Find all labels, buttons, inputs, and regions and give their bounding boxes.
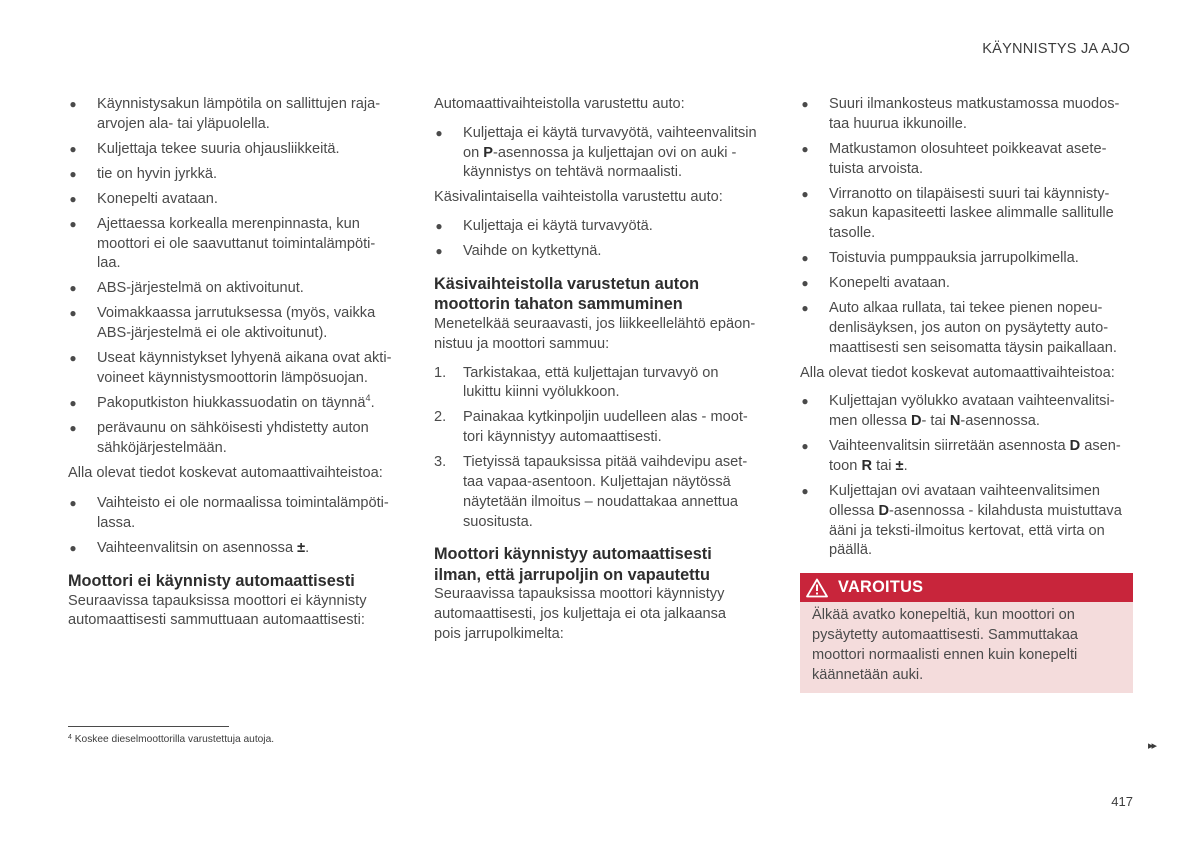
- list-item-text: Virranotto on tilapäisesti suuri tai käynnisty- sakun kapasiteetti laskee alimmalle sallitulle tasolle.: [829, 185, 1114, 242]
- bullet-icon: ●: [801, 276, 809, 291]
- list-item: [800, 95, 1133, 135]
- list-item-text: Kuljettajan ovi avataan vaihteenvalitsimen ollessa D-asennossa - kilahdusta muistuttava ääni ja teksti-ilmoitus kertovat, että virta on päällä.: [829, 483, 1122, 559]
- bullet-icon: ●: [69, 166, 77, 181]
- step-number: 1.: [434, 364, 447, 381]
- paragraph: Menetelkää seuraavasti, jos liikkeellelähtö epäon- nistuu ja moottori sammuu:: [434, 315, 756, 352]
- list-item: [68, 279, 408, 299]
- bullet-icon: ●: [69, 216, 77, 231]
- list-item-text: Vaihteenvalitsin siirretään asennosta D asen- toon R tai ±.: [829, 438, 1121, 475]
- bullet-list: [68, 494, 408, 559]
- list-item: [800, 274, 1133, 294]
- list-item: [68, 304, 408, 344]
- double-arrow-right-icon[interactable]: ▸▸: [1148, 740, 1156, 752]
- list-item-text: Kuljettaja ei käytä turvavyötä.: [463, 218, 653, 235]
- list-item-text: Kuljettaja ei käytä turvavyötä, vaihteenvalitsin on P-asennossa ja kuljettajan ovi on auki - käynnistys on tehtävä normaalisti.: [463, 124, 757, 181]
- bullet-icon: ●: [801, 439, 809, 454]
- list-item: [434, 124, 774, 183]
- bullet-list: [800, 95, 1133, 359]
- numbered-list: [434, 364, 774, 533]
- list-item-text: Vaihteisto ei ole normaalissa toimintalämpöti- lassa.: [97, 495, 389, 532]
- list-item: [68, 215, 408, 274]
- bullet-icon: ●: [435, 125, 443, 140]
- list-item-text: Voimakkaassa jarrutuksessa (myös, vaikka ABS-järjestelmä ei ole aktivoitunut).: [97, 305, 376, 342]
- list-item-text: Konepelti avataan.: [829, 275, 950, 292]
- bullet-icon: ●: [69, 306, 77, 321]
- bullet-list: [434, 124, 774, 183]
- bullet-icon: ●: [69, 281, 77, 296]
- paragraph: Käsivalintaisella vaihteistolla varustettu auto:: [434, 189, 723, 206]
- list-item: [68, 140, 408, 160]
- paragraph: Automaattivaihteistolla varustettu auto:: [434, 96, 685, 112]
- bullet-icon: ●: [69, 97, 77, 111]
- list-item: [434, 453, 774, 532]
- list-item-text: tie on hyvin jyrkkä.: [97, 165, 218, 182]
- footnote-text: Koskee dieselmoottorilla varustettuja autoja.: [71, 734, 275, 745]
- bullet-icon: ●: [435, 244, 443, 259]
- list-item-text: Vaihde on kytkettynä.: [463, 243, 602, 260]
- paragraph: Seuraavissa tapauksissa moottori käynnistyy automaattisesti, jos kuljettaja ei ota jalkaansa pois jarrupolkimelta:: [434, 586, 727, 642]
- step-number: 3.: [434, 454, 447, 471]
- list-item-text: Useat käynnistykset lyhyenä aikana ovat akti- voineet käynnistysmoottorin lämpösuojan.: [97, 350, 392, 386]
- bullet-icon: ●: [801, 301, 809, 316]
- page-number: 417: [1111, 794, 1133, 809]
- list-item-text: Matkustamon olosuhteet poikkeavat asete- tuista arvoista.: [829, 140, 1107, 177]
- bullet-icon: ●: [801, 251, 809, 266]
- list-item: [800, 249, 1133, 269]
- list-item-text: Pakoputkiston hiukkassuodatin on täynnä$^4$.: [97, 392, 375, 411]
- list-item: [800, 140, 1133, 180]
- bullet-icon: ●: [69, 496, 77, 511]
- column-3: [800, 95, 1133, 693]
- warning-triangle-icon: [806, 578, 828, 598]
- bullet-icon: ●: [801, 394, 809, 409]
- footnote-number: 4: [68, 734, 72, 741]
- list-item: [68, 539, 408, 559]
- list-item-text: perävaunu on sähköisesti yhdistetty auton sähköjärjestelmään.: [97, 419, 369, 456]
- bullet-icon: ●: [801, 484, 809, 499]
- bullet-icon: ●: [801, 141, 809, 156]
- bullet-icon: ●: [69, 191, 77, 206]
- footnote: [68, 733, 274, 746]
- warning-box: [800, 573, 1133, 693]
- warning-header: [800, 573, 1133, 602]
- bullet-list: [68, 95, 408, 458]
- bullet-icon: ●: [69, 395, 77, 410]
- bullet-icon: ●: [69, 141, 77, 156]
- list-item-text: ABS-järjestelmä on aktivoitunut.: [97, 280, 304, 297]
- bullet-icon: ●: [801, 186, 809, 201]
- paragraph: Alla olevat tiedot koskevat automaattivaihteistoa:: [68, 464, 383, 481]
- list-item-text: Kuljettaja tekee suuria ohjausliikkeitä.: [97, 140, 340, 157]
- list-item-text: Toistuvia pumppauksia jarrupolkimella.: [829, 250, 1079, 267]
- list-item: [434, 364, 774, 404]
- list-item-text: Käynnistysakun lämpötila on sallittujen raja- arvojen ala- tai yläpuolella.: [97, 96, 381, 132]
- list-item-text: Konepelti avataan.: [97, 190, 218, 207]
- footnote-divider: [68, 726, 229, 727]
- bullet-list: [434, 217, 774, 262]
- list-item: [800, 482, 1133, 561]
- list-item: [800, 437, 1133, 477]
- list-item: [68, 394, 408, 414]
- bullet-icon: ●: [69, 351, 77, 366]
- list-item-text: Auto alkaa rullata, tai tekee pienen nopeu- denlisäyksen, jos auton on pysäytetty auto- maattisesti sen seisomatta täysin paikallaan.: [829, 300, 1117, 356]
- list-item: [434, 217, 774, 237]
- list-item-text: Suuri ilmankosteus matkustamossa muodos- taa huurua ikkunoille.: [829, 96, 1120, 132]
- list-item-text: Tietyissä tapauksissa pitää vaihdevipu aset- taa vapaa-asentoon. Kuljettajan näytössä näytetään ilmoitus – noudattakaa annettua suositusta.: [463, 454, 748, 530]
- section-heading: Moottori ei käynnisty automaattisesti: [68, 572, 355, 590]
- column-2: [434, 95, 774, 650]
- list-item: [800, 185, 1133, 244]
- column-1: [68, 95, 408, 636]
- bullet-icon: ●: [69, 420, 77, 435]
- warning-title: VAROITUS: [838, 577, 924, 596]
- section-heading: Moottori käynnistyy automaattisesti ilman, että jarrupoljin on vapautettu: [434, 545, 712, 584]
- list-item: [800, 299, 1133, 358]
- section-title: KÄYNNISTYS JA AJO: [982, 41, 1130, 57]
- list-item-text: Tarkistakaa, että kuljettajan turvavyö on lukittu kiinni vyölukkoon.: [463, 364, 719, 401]
- list-item: [68, 349, 408, 389]
- step-number: 2.: [434, 409, 447, 426]
- list-item: [800, 392, 1133, 432]
- bullet-icon: ●: [801, 97, 809, 111]
- list-item: [68, 190, 408, 210]
- bullet-icon: ●: [435, 219, 443, 234]
- bullet-list: [800, 392, 1133, 561]
- paragraph: Alla olevat tiedot koskevat automaattivaihteistoa:: [800, 364, 1115, 381]
- list-item: [434, 242, 774, 262]
- list-item-text: Kuljettajan vyölukko avataan vaihteenvalitsi- men ollessa D- tai N-asennossa.: [829, 393, 1115, 430]
- bullet-icon: ●: [69, 541, 77, 556]
- footnote-ref: 4: [365, 392, 371, 403]
- list-item: [434, 408, 774, 448]
- list-item-text: Vaihteenvalitsin on asennossa ±.: [97, 540, 310, 557]
- list-item: [68, 165, 408, 185]
- list-item: [68, 419, 408, 459]
- list-item: [68, 95, 408, 135]
- list-item-text: Ajettaessa korkealla merenpinnasta, kun moottori ei ole saavuttanut toimintalämpöti- laa.: [97, 215, 376, 272]
- list-item: [68, 494, 408, 534]
- list-item-text: Painakaa kytkinpoljin uudelleen alas - moot- tori käynnistyy automaattisesti.: [463, 409, 748, 446]
- paragraph: Seuraavissa tapauksissa moottori ei käynnisty automaattisesti sammuttuaan automaattisesti:: [68, 592, 367, 629]
- warning-text: Älkää avatko konepeltiä, kun moottori on pysäytetty automaattisesti. Sammuttakaa moottori normaalisti ennen kuin konepelti käännetään auki.: [812, 607, 1079, 683]
- section-heading: Käsivaihteistolla varustetun auton moottorin tahaton sammuminen: [434, 274, 700, 314]
